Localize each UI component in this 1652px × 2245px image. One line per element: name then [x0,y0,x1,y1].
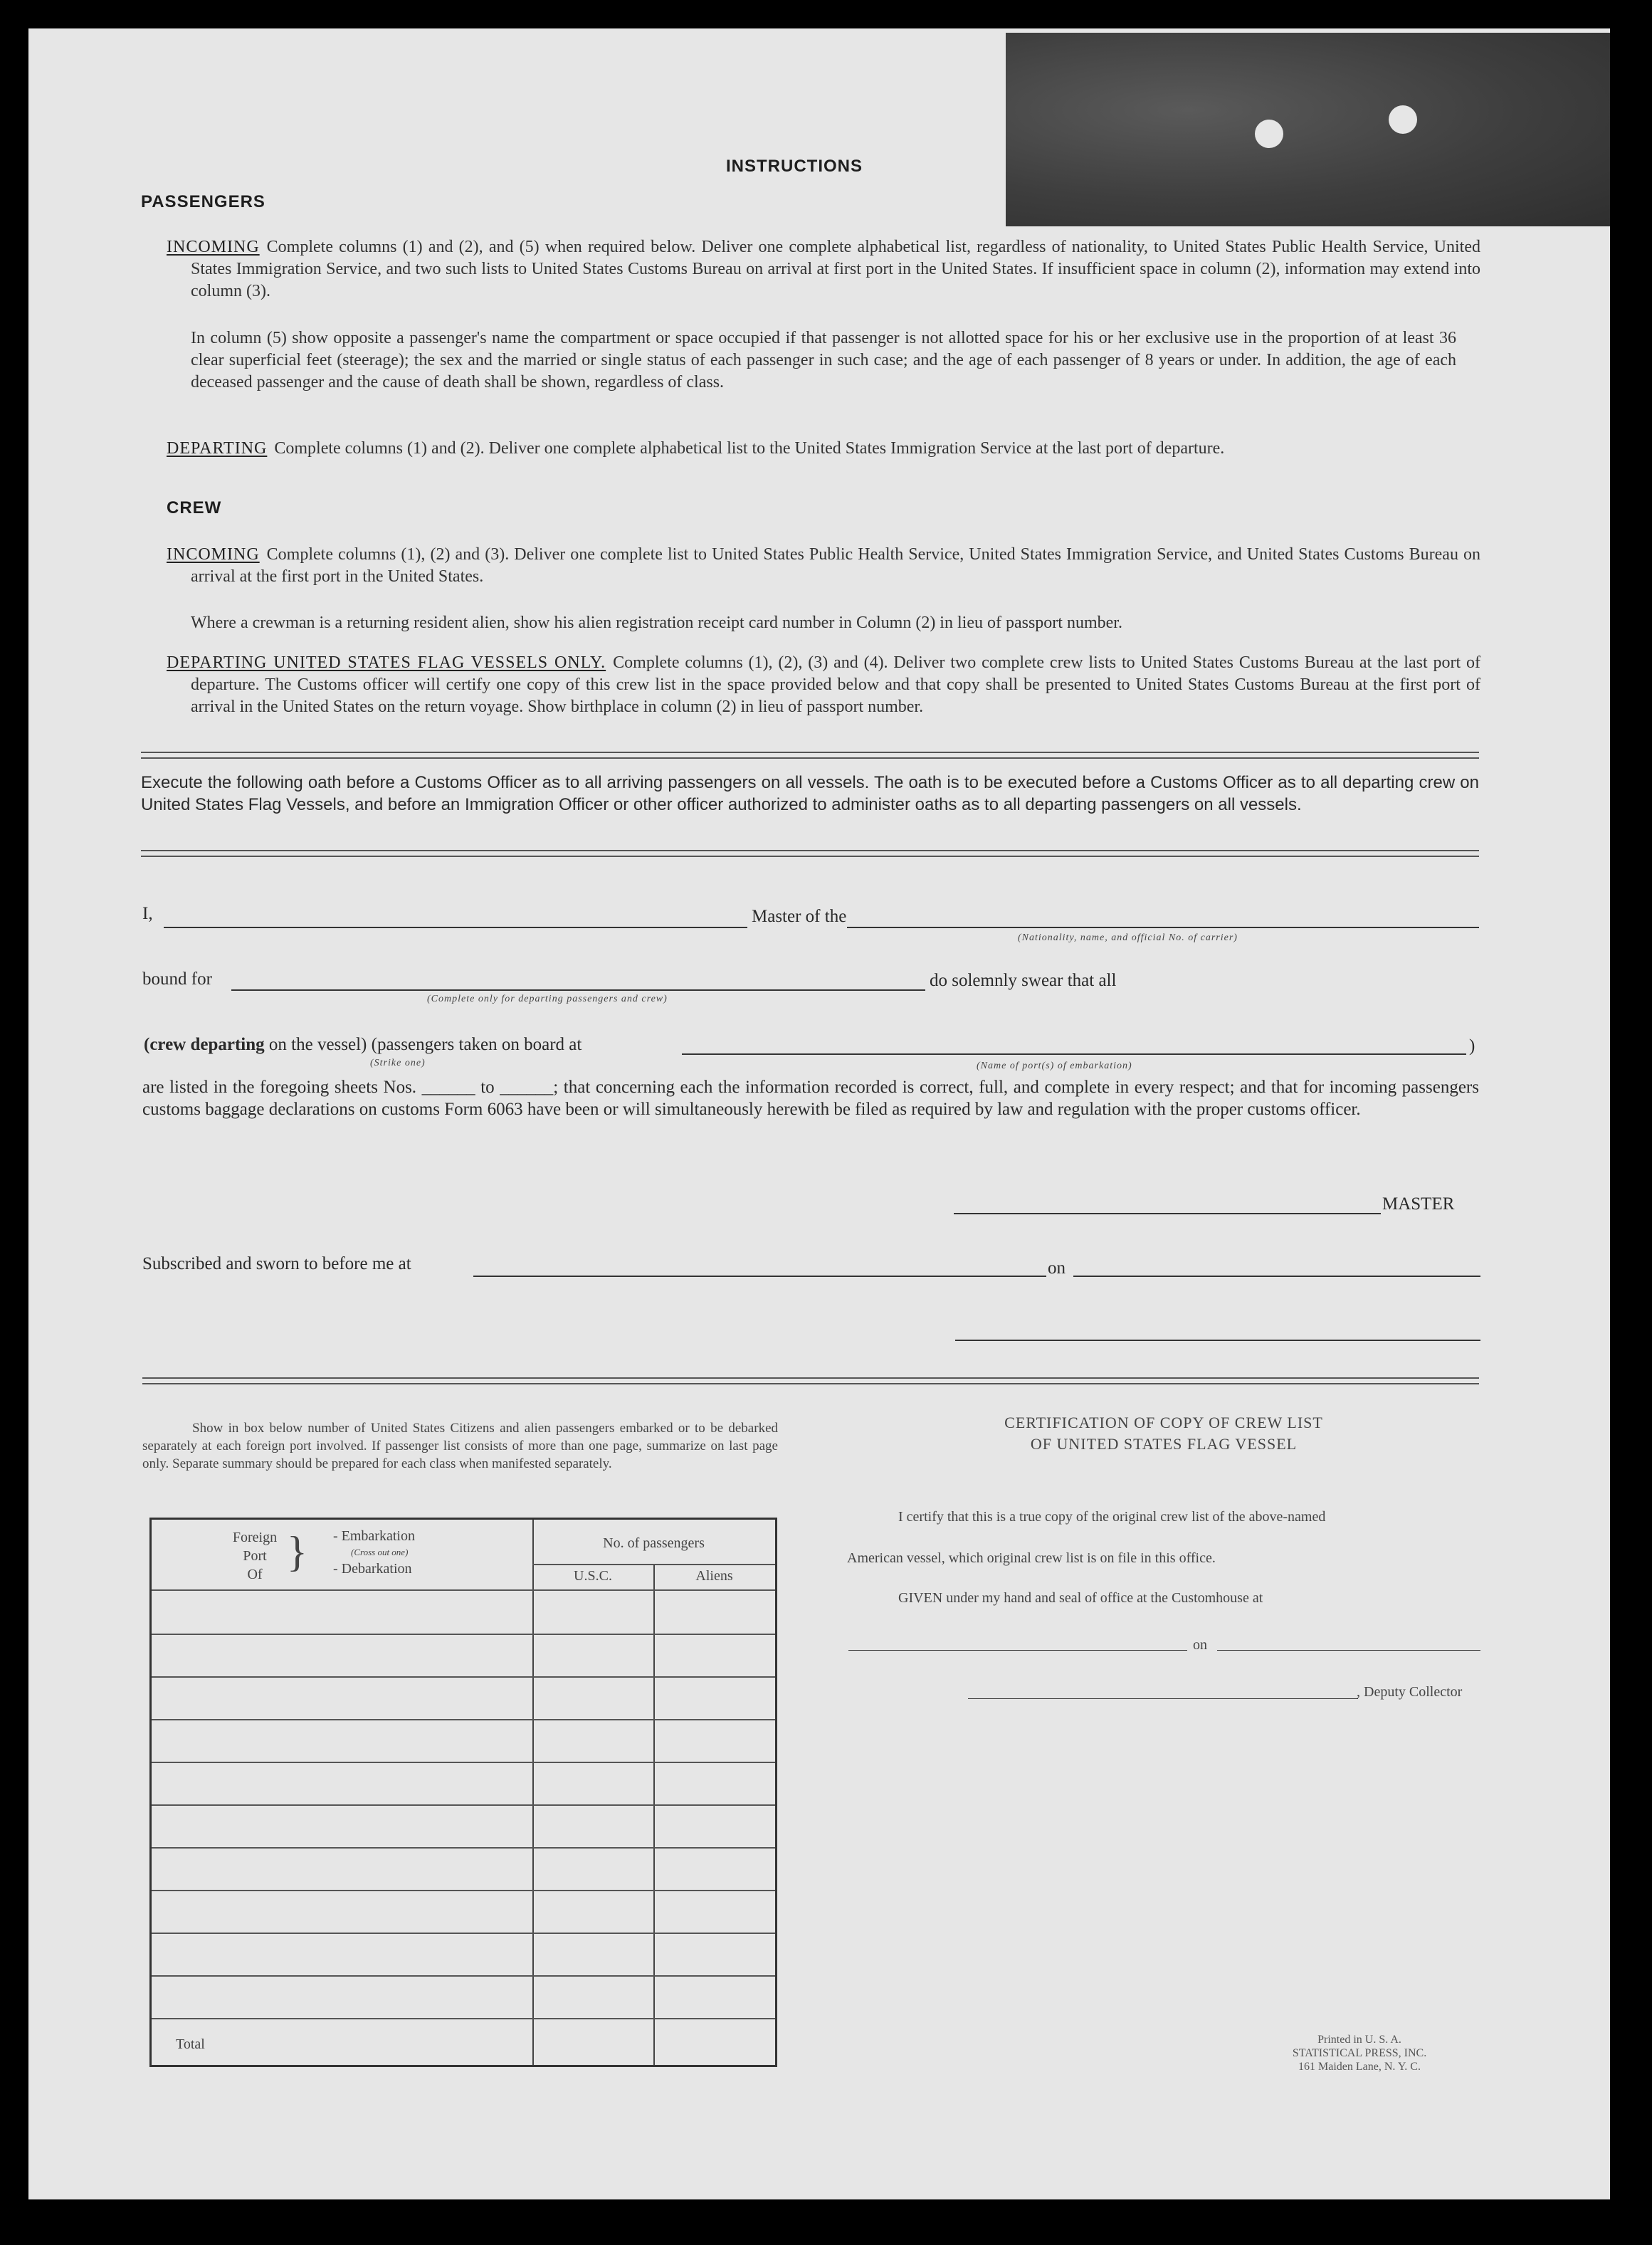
subscribed-label: Subscribed and sworn to before me at [142,1254,411,1273]
crew-passengers-line [144,1035,582,1055]
summary-instructions: Show in box below number of United States Citizens and alien passengers embarked or to be debarked separately at each foreign port involved. If passenger list consists of more than one page, summarize on last page only. Separate summary should be prepared for each class when manifested separately. [142,1421,778,1471]
master-signature-field[interactable] [954,1213,1381,1214]
passengers-incoming-paragraph [167,236,1480,303]
tape-stamp-image [1006,33,1610,226]
table-rule [532,1564,775,1565]
cert-on-label: on [1193,1637,1207,1653]
printer-line-2: STATISTICAL PRESS, INC. [1292,2047,1427,2059]
cert-date-field[interactable] [1217,1650,1480,1651]
crew-departing-paragraph [167,652,1480,718]
certification-title-1: CERTIFICATION OF COPY OF CREW LIST [1004,1414,1323,1431]
incoming-text: Complete columns (1) and (2), and (5) when required below. Deliver one complete alphabetical list, regardless of nationality, to United States Public Health Service, United States Immigration Service, and two such lists to United States Customs Bureau on arrival at first port in the United States. If insufficient space in column (2), information may extend into column (3). [191,238,1480,300]
table-row [152,1975,775,1977]
punch-hole [1255,120,1283,148]
table-row [152,1804,775,1806]
officer-signature-field[interactable] [955,1340,1480,1341]
double-rule [141,752,1479,759]
of-label: Of [247,1567,263,1582]
incoming-label: INCOMING [167,238,260,256]
given-text: GIVEN under my hand and seal of office at the Customhouse at [898,1590,1263,1606]
passengers-taken-option[interactable]: (passengers taken on board at [371,1035,582,1054]
punch-hole [1389,105,1417,134]
printer-imprint [1253,2033,1466,2073]
foreign-label: Foreign [232,1530,278,1545]
table-divider [532,1520,534,2065]
no-of-passengers-header: No. of passengers [603,1535,705,1551]
table-rule [152,1589,775,1591]
column5-paragraph: In column (5) show opposite a passenger's name the compartment or space occupied if that passenger is not allotted space for his or her exclusive use in the proportion of at least 36 clear superficial feet (steerage); the sex and the married or single status of each passenger in such case; and the age of each passenger of 8 years or under. In addition, the age of each deceased passenger and the cause of death shall be shown, regardless of class. [191,329,1456,391]
cross-out-caption: (Cross out one) [351,1547,409,1557]
bound-for-field[interactable] [231,989,925,991]
printer-line-1: Printed in U. S. A. [1317,2034,1401,2046]
oath-i-label: I, [142,904,153,923]
total-label: Total [176,2036,205,2052]
passengers-departing-paragraph [167,438,1480,460]
crew-incoming-text: Complete columns (1), (2) and (3). Deliver one complete list to United States Public Health Service, United States Immigration Service, and United States Customs Bureau on arrival at the first port in the United States. [191,545,1480,586]
table-divider [653,1564,655,2065]
on-vessel-label: on the vessel) [268,1035,367,1054]
american-vessel-text: American vessel, which original crew list is on file in this office. [847,1550,1216,1566]
sworn-date-field[interactable] [1073,1276,1480,1277]
crew-departing-text: Complete columns (1), (2), (3) and (4). Deliver two complete crew lists to United States Customs Bureau at the last port of departure. The Customs officer will certify one copy of this crew list in the space provided below and that copy shall be presented to United States Customs Bureau at the first port of arrival in the United States on the return voyage. Show birthplace in column (2) in lieu of passport number. [191,653,1480,716]
crew-incoming-paragraph [167,544,1480,588]
table-row [152,1719,775,1720]
table-row [152,1847,775,1849]
port-label: Port [243,1548,267,1564]
customhouse-field[interactable] [848,1650,1187,1651]
passengers-heading: PASSENGERS [141,192,265,211]
on-label: on [1048,1258,1066,1278]
double-rule [141,850,1479,857]
master-name-field[interactable] [164,927,747,928]
carrier-field[interactable] [847,927,1479,928]
sworn-place-field[interactable] [473,1276,1046,1277]
brace-symbol: } [287,1528,307,1575]
bound-for-caption: (Complete only for departing passengers and crew) [427,994,668,1004]
aliens-header: Aliens [695,1568,733,1584]
deputy-signature-field[interactable] [968,1698,1358,1699]
usc-header: U.S.C. [574,1568,612,1584]
passenger-summary-table [149,1518,777,2067]
resident-alien-paragraph: Where a crewman is a returning resident alien, show his alien registration receipt card number in Column (2) in lieu of passport number. [191,614,1122,632]
page-title: INSTRUCTIONS [726,157,863,176]
certify-text: I certify that this is a true copy of the original crew list of the above-named [898,1509,1326,1525]
master-of-the-label: Master of the [752,907,847,926]
printer-line-3: 161 Maiden Lane, N. Y. C. [1298,2061,1421,2073]
foreign-port-header [230,1528,280,1584]
ports-field[interactable] [682,1053,1466,1055]
departing-text: Complete columns (1) and (2). Deliver one complete alphabetical list to the United States Immigration Service at the last port of departure. [274,439,1225,458]
document-page [28,28,1610,2199]
crew-departing-label: DEPARTING UNITED STATES FLAG VESSELS ONLY. [167,653,606,672]
table-row [152,1933,775,1934]
crew-departing-option[interactable]: (crew departing [144,1035,265,1054]
carrier-caption: (Nationality, name, and official No. of carrier) [1018,932,1238,943]
certification-title-2: OF UNITED STATES FLAG VESSEL [1030,1435,1298,1453]
bound-for-label: bound for [142,969,212,989]
close-paren: ) [1469,1036,1475,1056]
departing-label: DEPARTING [167,439,268,458]
crew-heading: CREW [167,498,222,517]
strike-one-caption: (Strike one) [370,1058,426,1068]
table-row [152,1762,775,1763]
table-row [152,2018,775,2019]
table-row [152,1676,775,1678]
oath-listed-paragraph: are listed in the foregoing sheets Nos. ______ to ______; that concerning each the information recorded is correct, full, and complete in every respect; and that for incoming passengers customs baggage declarations on customs Form 6063 have been or will simultaneously herewith be filed as required by law and regulation with the proper customs officer. [142,1078,1479,1119]
double-rule [142,1377,1479,1384]
crew-incoming-label: INCOMING [167,545,260,564]
swear-label: do solemnly swear that all [930,971,1117,990]
master-label: MASTER [1382,1194,1455,1214]
oath-instructions: Execute the following oath before a Customs Officer as to all arriving passengers on all vessels. The oath is to be executed before a Customs Officer as to all departing crew on United States Flag Vessels, and before an Immigration Officer or other officer authorized to administer oaths as to all departing passengers on all vessels. [141,773,1479,814]
table-row [152,1890,775,1891]
deputy-collector-label: , Deputy Collector [1357,1684,1463,1700]
ports-caption: (Name of port(s) of embarkation) [977,1061,1132,1071]
embarkation-label[interactable]: - Embarkation [333,1528,415,1544]
table-row [152,1634,775,1635]
debarkation-label[interactable]: - Debarkation [333,1561,412,1577]
